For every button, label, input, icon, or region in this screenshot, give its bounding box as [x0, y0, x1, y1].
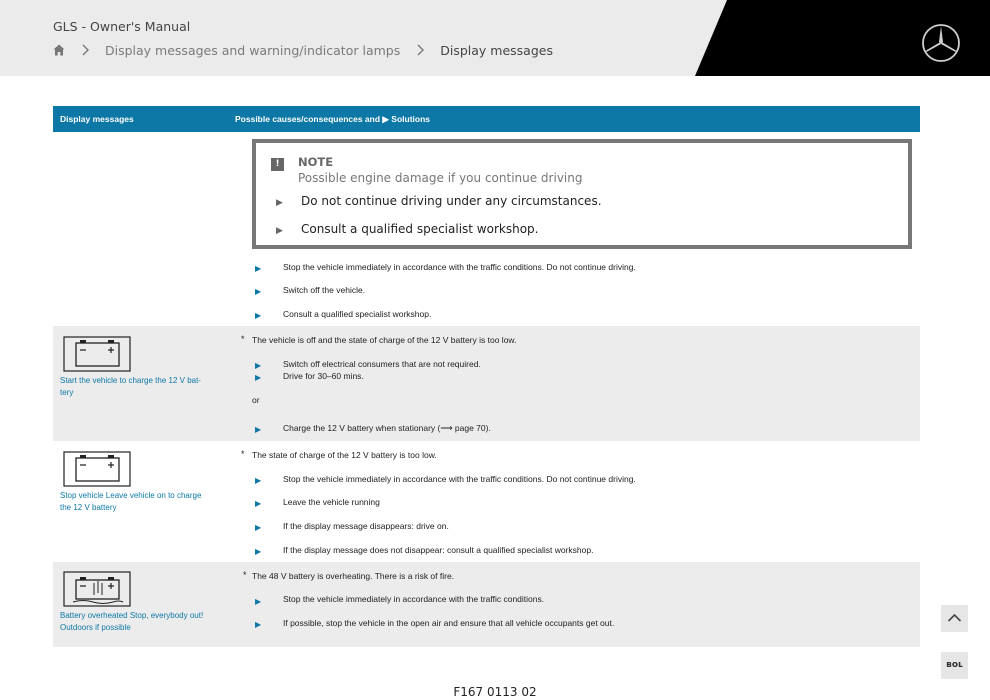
- column-header-display-messages: Display messages: [60, 114, 134, 124]
- table-row: [53, 441, 920, 562]
- display-message-caption: [60, 490, 220, 514]
- solution-step: Switch off the vehicle.: [283, 285, 366, 295]
- arrow-icon: ▶: [255, 597, 262, 606]
- caption-line: Battery overheated Stop, everybody out!: [60, 611, 204, 620]
- arrow-icon: ▶: [255, 361, 262, 370]
- table-row: [53, 562, 920, 647]
- home-icon[interactable]: [53, 44, 65, 56]
- solution-step: Stop the vehicle immediately in accordance with the traffic conditions. Do not continue driving.: [283, 262, 636, 272]
- warning-icon: !: [271, 158, 284, 171]
- solution-step: If the display message disappears: drive on.: [283, 521, 449, 531]
- chevron-right-icon: [79, 43, 93, 57]
- table-row: [53, 326, 920, 441]
- solution-step: Charge the 12 V battery when stationary (⟶ page 70).: [283, 423, 491, 433]
- chevron-up-icon: [947, 612, 962, 624]
- cause-text: The vehicle is off and the state of charge of the 12 V battery is too low.: [252, 335, 517, 345]
- caption-line: the 12 V battery: [60, 503, 117, 512]
- arrow-icon: ▶: [255, 620, 262, 629]
- note-step-text: Consult a qualified specialist workshop.: [301, 222, 539, 236]
- caption-line: Stop vehicle Leave vehicle on to charge: [60, 491, 202, 500]
- cause-text: The 48 V battery is overheating. There is a risk of fire.: [252, 571, 455, 581]
- caption-line: tery: [60, 388, 74, 397]
- table-row: [53, 256, 920, 326]
- arrow-icon: ▶: [255, 311, 262, 320]
- print-label: ʙᴏʟ: [946, 660, 963, 670]
- solution-step: Stop the vehicle immediately in accordance with the traffic conditions.: [283, 594, 545, 604]
- arrow-icon: ▶: [276, 198, 283, 208]
- solution-step: Switch off electrical consumers that are not required.: [283, 359, 481, 369]
- note-step-text: Do not continue driving under any circumstances.: [301, 194, 602, 208]
- caption-line: Outdoors if possible: [60, 623, 131, 632]
- table-header: [53, 106, 920, 132]
- or-text: or: [252, 395, 260, 405]
- arrow-icon: ▶: [276, 226, 283, 236]
- solution-step: Stop the vehicle immediately in accordance with the traffic conditions. Do not continue driving.: [283, 474, 636, 484]
- solution-step: Leave the vehicle running: [283, 497, 380, 507]
- bullet-asterisk: *: [243, 570, 247, 580]
- solution-step: Drive for 30–60 mins.: [283, 371, 364, 381]
- scroll-to-top-button[interactable]: [941, 605, 968, 632]
- solution-step: If possible, stop the vehicle in the open air and ensure that all vehicle occupants get out.: [283, 618, 615, 628]
- display-message-caption: [60, 610, 220, 634]
- arrow-icon: ▶: [255, 373, 262, 382]
- caption-line: Start the vehicle to charge the 12 V bat-: [60, 376, 201, 385]
- solution-step: Consult a qualified specialist workshop.: [283, 309, 432, 319]
- arrow-icon: ▶: [255, 264, 262, 273]
- battery-icon: [63, 336, 131, 372]
- arrow-icon: ▶: [255, 499, 262, 508]
- print-button[interactable]: [941, 652, 968, 679]
- bullet-asterisk: *: [241, 334, 245, 344]
- image-reference-code: F167 0113 02: [453, 685, 537, 699]
- app-title: GLS - Owner's Manual: [53, 19, 191, 34]
- cause-text: The state of charge of the 12 V battery is too low.: [252, 450, 437, 460]
- display-message-caption: [60, 375, 220, 399]
- battery-overheated-icon: [63, 571, 131, 607]
- note-subtitle: Possible engine damage if you continue driving: [298, 171, 583, 185]
- column-header-causes: Possible causes/consequences and ▶ Solutions: [235, 114, 431, 124]
- breadcrumb: [53, 42, 553, 58]
- arrow-icon: ▶: [255, 425, 262, 434]
- battery-icon: [63, 451, 131, 487]
- arrow-icon: ▶: [255, 476, 262, 485]
- solution-step: If the display message does not disappear: consult a qualified specialist workshop.: [283, 545, 594, 555]
- chevron-right-icon: [414, 43, 428, 57]
- arrow-icon: ▶: [255, 523, 262, 532]
- note-box: [252, 139, 912, 249]
- breadcrumb-current: Display messages: [440, 42, 553, 58]
- note-step: [276, 222, 538, 236]
- star-logo-icon: [921, 23, 961, 63]
- note-title: NOTE: [298, 155, 334, 169]
- breadcrumb-link[interactable]: Display messages and warning/indicator lamps: [105, 42, 401, 58]
- note-step: [276, 194, 602, 208]
- bullet-asterisk: *: [241, 449, 245, 459]
- arrow-icon: ▶: [255, 287, 262, 296]
- arrow-icon: ▶: [255, 547, 262, 556]
